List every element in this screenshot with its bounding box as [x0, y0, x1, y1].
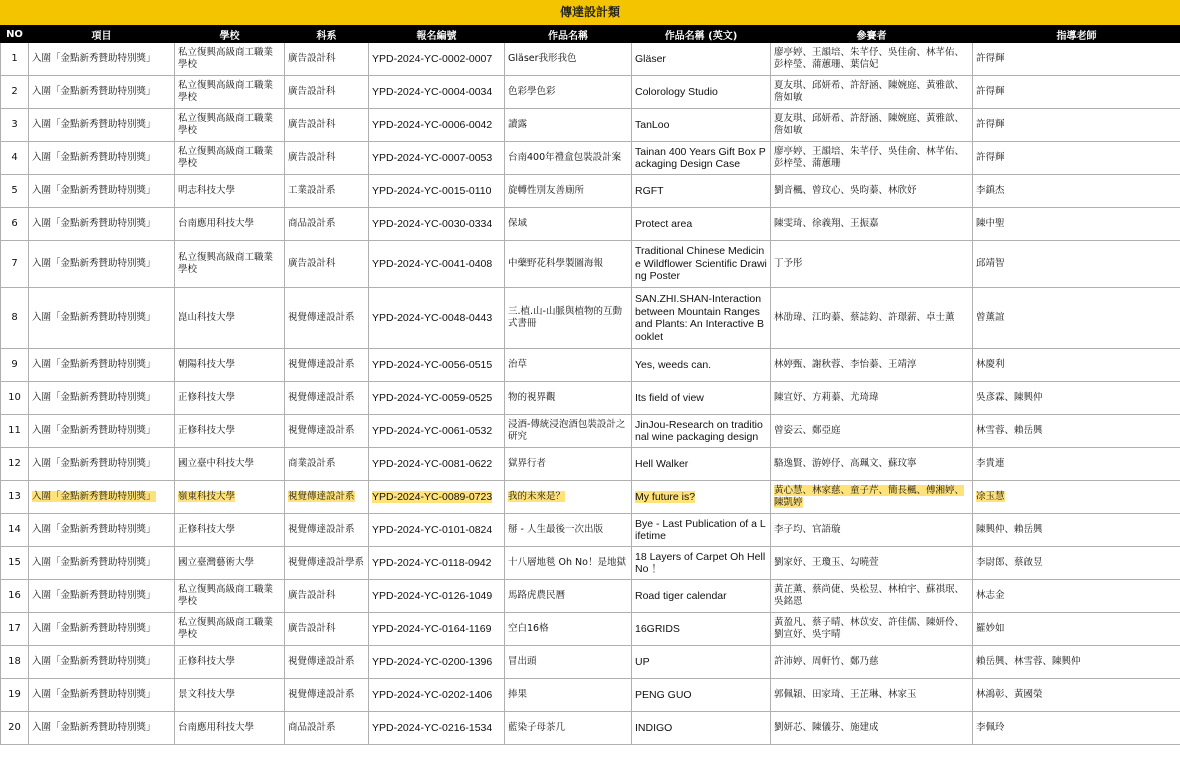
cell-advisor: 李鎮杰	[973, 175, 1180, 208]
cell-school: 台南應用科技大學	[175, 208, 285, 241]
cell-dept: 視覺傳達設計系	[285, 382, 369, 415]
cell-school: 朝陽科技大學	[175, 349, 285, 382]
cell-advisor: 陳中聖	[973, 208, 1180, 241]
cell-dept: 廣告設計科	[285, 241, 369, 288]
cell-members	[771, 481, 973, 514]
header-no: NO	[1, 26, 29, 43]
cell-members-text: 黃心慧、林家慈、童子芹、簡長楓、傅湘婷、陳凱婷	[774, 485, 965, 508]
cell-item: 入圍「金點新秀贊助特別獎」	[29, 580, 175, 613]
cell-reg: YPD-2024-YC-0056-0515	[369, 349, 505, 382]
cell-school: 正修科技大學	[175, 382, 285, 415]
cell-reg: YPD-2024-YC-0126-1049	[369, 580, 505, 613]
cell-no: 2	[1, 76, 29, 109]
table-row	[1, 415, 1180, 448]
cell-no: 9	[1, 349, 29, 382]
cell-school: 景文科技大學	[175, 679, 285, 712]
header-row	[1, 26, 1180, 43]
cell-school: 國立臺灣藝術大學	[175, 547, 285, 580]
cell-reg: YPD-2024-YC-0202-1406	[369, 679, 505, 712]
cell-work-zh-text: 我的未來是？	[508, 491, 566, 502]
table-row	[1, 241, 1180, 288]
table-row	[1, 481, 1180, 514]
cell-work-zh: Gläser我形我色	[505, 43, 632, 76]
cell-work-zh: 保域	[505, 208, 632, 241]
cell-members: 黃盈凡、蔡子晴、林苡安、許佳儒、陳妍伶、劉宣妤、吳宇晴	[771, 613, 973, 646]
cell-no: 18	[1, 646, 29, 679]
table-row	[1, 712, 1180, 745]
cell-work-en: Protect area	[632, 208, 771, 241]
cell-work-zh: 讀露	[505, 109, 632, 142]
table-row	[1, 514, 1180, 547]
cell-school: 私立復興高級商工職業學校	[175, 142, 285, 175]
cell-reg: YPD-2024-YC-0030-0334	[369, 208, 505, 241]
cell-no: 7	[1, 241, 29, 288]
cell-work-en: SAN.ZHI.SHAN-Interaction between Mountain Ranges and Plants: An Interactive Booklet	[632, 288, 771, 349]
cell-work-zh: 中藥野花科學製圖海報	[505, 241, 632, 288]
cell-no: 4	[1, 142, 29, 175]
cell-work-zh	[505, 481, 632, 514]
cell-advisor: 林志金	[973, 580, 1180, 613]
table-row	[1, 547, 1180, 580]
cell-school: 明志科技大學	[175, 175, 285, 208]
cell-work-zh: 空白16格	[505, 613, 632, 646]
cell-reg: YPD-2024-YC-0002-0007	[369, 43, 505, 76]
cell-advisor	[973, 481, 1180, 514]
cell-members: 廖亭婷、王韻培、朱芊伃、吳佳俞、林芊佑、彭梓瑩、蒲蕙珊	[771, 142, 973, 175]
cell-work-en: INDIGO	[632, 712, 771, 745]
cell-work-zh: 藍染子母茶几	[505, 712, 632, 745]
cell-dept: 廣告設計科	[285, 43, 369, 76]
cell-item: 入圍「金點新秀贊助特別獎」	[29, 712, 175, 745]
cell-school: 私立復興高級商工職業學校	[175, 76, 285, 109]
cell-work-zh: 馬路虎農民曆	[505, 580, 632, 613]
table-row	[1, 580, 1180, 613]
cell-work-zh: 治草	[505, 349, 632, 382]
table-row	[1, 208, 1180, 241]
cell-work-en: RGFT	[632, 175, 771, 208]
cell-reg: YPD-2024-YC-0216-1534	[369, 712, 505, 745]
cell-work-zh: 旋轉性別友善廁所	[505, 175, 632, 208]
cell-work-en	[632, 481, 771, 514]
cell-no: 10	[1, 382, 29, 415]
cell-item: 入圍「金點新秀贊助特別獎」	[29, 76, 175, 109]
cell-dept: 視覺傳達設計系	[285, 349, 369, 382]
cell-dept: 廣告設計科	[285, 109, 369, 142]
cell-members: 夏友琪、邱妍希、許舒涵、陳婉庭、黃雅歆、詹如敏	[771, 109, 973, 142]
cell-reg: YPD-2024-YC-0101-0824	[369, 514, 505, 547]
cell-dept: 視覺傳達設計系	[285, 415, 369, 448]
cell-item: 入圍「金點新秀贊助特別獎」	[29, 382, 175, 415]
header-work-zh: 作品名稱	[505, 26, 632, 43]
cell-members: 廖亭婷、王韻培、朱芊伃、吳佳俞、林芊佑、彭梓瑩、蒲蕙珊、葉信妃	[771, 43, 973, 76]
cell-reg: YPD-2024-YC-0059-0525	[369, 382, 505, 415]
cell-work-zh: 浸酒-傳統浸泡酒包裝設計之研究	[505, 415, 632, 448]
table-row	[1, 448, 1180, 481]
cell-school: 私立復興高級商工職業學校	[175, 613, 285, 646]
cell-item: 入圍「金點新秀贊助特別獎」	[29, 241, 175, 288]
cell-work-en: JinJou-Research on traditional wine packaging design	[632, 415, 771, 448]
cell-work-en-text: My future is?	[635, 490, 696, 503]
cell-dept: 視覺傳達設計學系	[285, 547, 369, 580]
cell-work-zh: 物的視界觀	[505, 382, 632, 415]
cell-no: 3	[1, 109, 29, 142]
cell-members: 陳雯琦、徐義翔、王振嘉	[771, 208, 973, 241]
cell-dept: 廣告設計科	[285, 142, 369, 175]
table-row	[1, 382, 1180, 415]
cell-no: 6	[1, 208, 29, 241]
cell-dept-text: 視覺傳達設計系	[288, 491, 355, 502]
cell-reg: YPD-2024-YC-0118-0942	[369, 547, 505, 580]
cell-advisor: 陳興仲、賴岳興	[973, 514, 1180, 547]
cell-work-zh: 獄界行者	[505, 448, 632, 481]
cell-school: 國立臺中科技大學	[175, 448, 285, 481]
cell-reg: YPD-2024-YC-0200-1396	[369, 646, 505, 679]
cell-advisor: 許得輝	[973, 142, 1180, 175]
cell-members: 許沛婷、周軒竹、鄭乃慈	[771, 646, 973, 679]
cell-no: 1	[1, 43, 29, 76]
cell-advisor: 許得輝	[973, 109, 1180, 142]
cell-item: 入圍「金點新秀贊助特別獎」	[29, 514, 175, 547]
sheet-title: 傳達設計類	[0, 0, 1180, 25]
cell-advisor: 吳彥霖、陳興仲	[973, 382, 1180, 415]
cell-school: 私立復興高級商工職業學校	[175, 241, 285, 288]
cell-work-en: Bye - Last Publication of a Lifetime	[632, 514, 771, 547]
cell-advisor: 林慶利	[973, 349, 1180, 382]
cell-advisor: 羅妙如	[973, 613, 1180, 646]
cell-no: 11	[1, 415, 29, 448]
cell-school	[175, 481, 285, 514]
cell-reg: YPD-2024-YC-0048-0443	[369, 288, 505, 349]
cell-work-zh: 十八層地毯 Oh No！是地獄	[505, 547, 632, 580]
cell-reg: YPD-2024-YC-0081-0622	[369, 448, 505, 481]
table-row	[1, 76, 1180, 109]
table-row	[1, 349, 1180, 382]
cell-no: 20	[1, 712, 29, 745]
cell-no: 16	[1, 580, 29, 613]
cell-members: 劉音楓、曾玟心、吳昀蓁、林欣妤	[771, 175, 973, 208]
cell-no: 5	[1, 175, 29, 208]
cell-no: 15	[1, 547, 29, 580]
cell-work-en: Hell Walker	[632, 448, 771, 481]
cell-work-zh: 捧果	[505, 679, 632, 712]
cell-work-en: Road tiger calendar	[632, 580, 771, 613]
cell-no: 19	[1, 679, 29, 712]
cell-members: 林婷甄、謝秋蓉、李怡蓁、王靖淳	[771, 349, 973, 382]
cell-dept: 視覺傳達設計系	[285, 288, 369, 349]
cell-school: 私立復興高級商工職業學校	[175, 580, 285, 613]
cell-work-zh: 冒出頭	[505, 646, 632, 679]
table-row	[1, 175, 1180, 208]
cell-reg: YPD-2024-YC-0015-0110	[369, 175, 505, 208]
cell-members: 駱逸賢、游婷伃、高珮文、蘇玟寧	[771, 448, 973, 481]
cell-item: 入圍「金點新秀贊助特別獎」	[29, 349, 175, 382]
cell-item: 入圍「金點新秀贊助特別獎」	[29, 448, 175, 481]
cell-item: 入圍「金點新秀贊助特別獎」	[29, 175, 175, 208]
cell-advisor: 邱靖智	[973, 241, 1180, 288]
cell-item: 入圍「金點新秀贊助特別獎」	[29, 43, 175, 76]
cell-advisor: 賴岳興、林雪蓉、陳興仲	[973, 646, 1180, 679]
cell-dept: 商業設計系	[285, 448, 369, 481]
cell-advisor: 林鴻彰、黃國榮	[973, 679, 1180, 712]
cell-item: 入圍「金點新秀贊助特別獎」	[29, 208, 175, 241]
cell-school: 正修科技大學	[175, 415, 285, 448]
cell-item: 入圍「金點新秀贊助特別獎」	[29, 679, 175, 712]
cell-item-text: 入圍「金點新秀贊助特別獎」	[32, 491, 156, 502]
cell-item: 入圍「金點新秀贊助特別獎」	[29, 613, 175, 646]
results-table	[0, 25, 1180, 745]
cell-work-zh: 色彩學色彩	[505, 76, 632, 109]
cell-work-zh: 三.植.山-山脈與植物的互動式書冊	[505, 288, 632, 349]
cell-members: 郭佩穎、田家琦、王芷琳、林家玉	[771, 679, 973, 712]
cell-item: 入圍「金點新秀贊助特別獎」	[29, 547, 175, 580]
cell-work-zh: 掰 - 人生最後一次出版	[505, 514, 632, 547]
cell-dept: 廣告設計科	[285, 76, 369, 109]
cell-dept: 商品設計系	[285, 712, 369, 745]
cell-no: 14	[1, 514, 29, 547]
header-reg: 報名編號	[369, 26, 505, 43]
cell-members: 夏友琪、邱妍希、許舒涵、陳婉庭、黃雅歆、詹如敏	[771, 76, 973, 109]
cell-school: 正修科技大學	[175, 646, 285, 679]
cell-members: 丁予彤	[771, 241, 973, 288]
table-row	[1, 109, 1180, 142]
cell-work-en: Traditional Chinese Medicine Wildflower Scientific Drawing Poster	[632, 241, 771, 288]
table-body	[1, 43, 1180, 745]
header-dept: 科系	[285, 26, 369, 43]
cell-dept: 廣告設計科	[285, 580, 369, 613]
cell-dept: 廣告設計科	[285, 613, 369, 646]
cell-no: 17	[1, 613, 29, 646]
cell-item: 入圍「金點新秀贊助特別獎」	[29, 109, 175, 142]
cell-members: 劉家妤、王瓊玉、勾曉萱	[771, 547, 973, 580]
cell-item: 入圍「金點新秀贊助特別獎」	[29, 415, 175, 448]
cell-reg: YPD-2024-YC-0164-1169	[369, 613, 505, 646]
cell-school-text: 嶺東科技大學	[178, 491, 236, 502]
cell-reg: YPD-2024-YC-0004-0034	[369, 76, 505, 109]
cell-work-en: Colorology Studio	[632, 76, 771, 109]
cell-advisor: 李貴連	[973, 448, 1180, 481]
header-item: 項目	[29, 26, 175, 43]
cell-work-en: PENG GUO	[632, 679, 771, 712]
cell-reg: YPD-2024-YC-0006-0042	[369, 109, 505, 142]
cell-work-en: Yes, weeds can.	[632, 349, 771, 382]
cell-school: 私立復興高級商工職業學校	[175, 109, 285, 142]
header-work-en: 作品名稱 (英文)	[632, 26, 771, 43]
cell-school: 台南應用科技大學	[175, 712, 285, 745]
cell-dept: 視覺傳達設計系	[285, 646, 369, 679]
cell-work-zh: 台南400年禮盒包裝設計案	[505, 142, 632, 175]
cell-reg: YPD-2024-YC-0007-0053	[369, 142, 505, 175]
cell-school: 正修科技大學	[175, 514, 285, 547]
cell-dept	[285, 481, 369, 514]
table-row	[1, 288, 1180, 349]
cell-reg-text: YPD-2024-YC-0089-0723	[372, 490, 493, 503]
table-row	[1, 613, 1180, 646]
cell-advisor: 曾薰誼	[973, 288, 1180, 349]
cell-item: 入圍「金點新秀贊助特別獎」	[29, 288, 175, 349]
cell-no: 12	[1, 448, 29, 481]
cell-work-en: Its field of view	[632, 382, 771, 415]
table-row	[1, 43, 1180, 76]
cell-item: 入圍「金點新秀贊助特別獎」	[29, 646, 175, 679]
cell-work-en: TanLoo	[632, 109, 771, 142]
cell-members: 劉妍芯、陳儀芬、施建成	[771, 712, 973, 745]
table-row	[1, 646, 1180, 679]
table-row	[1, 679, 1180, 712]
cell-advisor: 許得輝	[973, 43, 1180, 76]
cell-reg	[369, 481, 505, 514]
cell-work-en: Gläser	[632, 43, 771, 76]
cell-item	[29, 481, 175, 514]
cell-work-en: Tainan 400 Years Gift Box Packaging Design Case	[632, 142, 771, 175]
header-school: 學校	[175, 26, 285, 43]
cell-dept: 工業設計系	[285, 175, 369, 208]
cell-work-en: UP	[632, 646, 771, 679]
cell-dept: 視覺傳達設計系	[285, 679, 369, 712]
cell-members: 林劭瑋、江昀蓁、蔡誌鈞、許璟薪、卓士薰	[771, 288, 973, 349]
cell-work-en: 18 Layers of Carpet Oh Hell No ！	[632, 547, 771, 580]
cell-advisor: 李佩玲	[973, 712, 1180, 745]
cell-school: 崑山科技大學	[175, 288, 285, 349]
cell-dept: 商品設計系	[285, 208, 369, 241]
cell-work-en: 16GRIDS	[632, 613, 771, 646]
cell-members: 黃芷薰、蔡尚倢、吳松昱、林柏宇、蘇祺珉、吳銘恩	[771, 580, 973, 613]
cell-school: 私立復興高級商工職業學校	[175, 43, 285, 76]
cell-advisor: 林雪蓉、賴岳興	[973, 415, 1180, 448]
cell-members: 曾姿云、鄭亞庭	[771, 415, 973, 448]
cell-dept: 視覺傳達設計系	[285, 514, 369, 547]
cell-advisor-text: 凃玉慧	[976, 491, 1005, 502]
cell-members: 陳宣妤、方莉蓁、尤琦瑋	[771, 382, 973, 415]
cell-reg: YPD-2024-YC-0061-0532	[369, 415, 505, 448]
header-advisor: 指導老師	[973, 26, 1180, 43]
cell-members: 李子均、官語璇	[771, 514, 973, 547]
header-members: 參賽者	[771, 26, 973, 43]
cell-no: 8	[1, 288, 29, 349]
cell-no: 13	[1, 481, 29, 514]
cell-advisor: 李尉郎、蔡啟昱	[973, 547, 1180, 580]
cell-advisor: 許得輝	[973, 76, 1180, 109]
cell-item: 入圍「金點新秀贊助特別獎」	[29, 142, 175, 175]
cell-reg: YPD-2024-YC-0041-0408	[369, 241, 505, 288]
table-row	[1, 142, 1180, 175]
